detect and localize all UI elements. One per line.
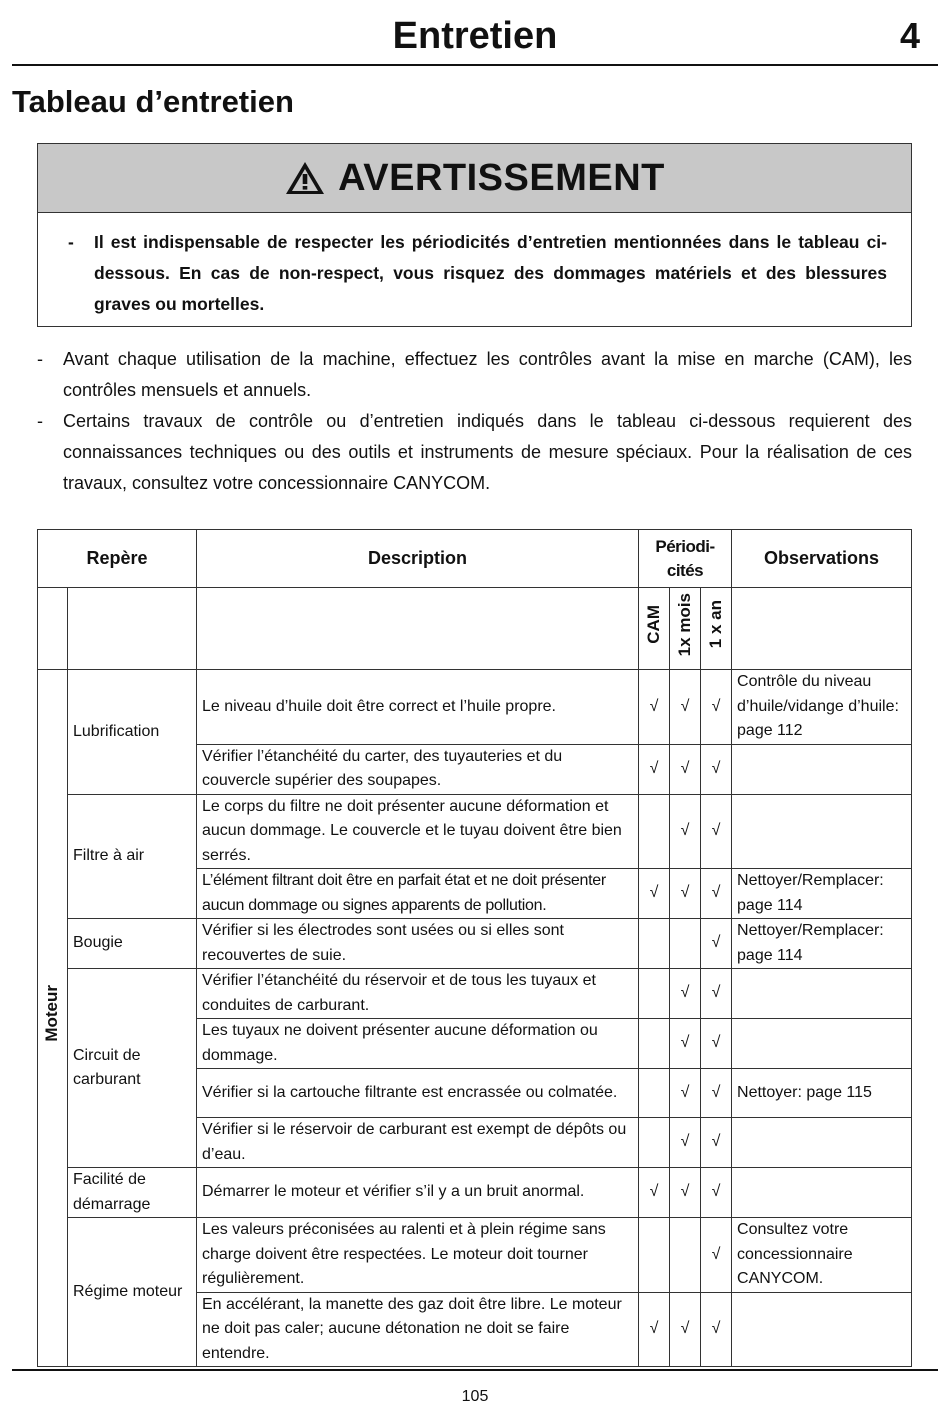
header-1x-mois-label: 1x mois [674, 592, 694, 656]
repere-cell: Circuit de carburant [68, 969, 197, 1168]
description-cell: Le niveau d’huile doit être correct et l’huile propre. [197, 670, 639, 745]
check-cam [639, 794, 670, 869]
description-cell: Les valeurs préconisées au ralenti et à plein régime sans charge doivent être respectées. Le moteur doit tourner régulièrement. [197, 1218, 639, 1293]
check-cam [639, 969, 670, 1019]
check-mois [670, 919, 701, 969]
repere-cell: Filtre à air [68, 794, 197, 919]
table-header-row [38, 530, 912, 588]
table-row [38, 969, 912, 1019]
table-subheader-row [38, 588, 912, 670]
check-an: √ [701, 969, 732, 1019]
bullet-item [37, 406, 912, 499]
footer-rule [12, 1369, 938, 1371]
table-row [38, 1168, 912, 1218]
header-cam [639, 588, 670, 670]
empty-cell [197, 588, 639, 670]
description-cell: Vérifier si la cartouche filtrante est encrassée ou colmatée. [197, 1069, 639, 1118]
check-cam [639, 1218, 670, 1293]
check-an: √ [701, 869, 732, 919]
check-mois: √ [670, 1292, 701, 1367]
table-row [38, 670, 912, 745]
check-an: √ [701, 794, 732, 869]
description-cell: Vérifier si les électrodes sont usées ou si elles sont recouvertes de suie. [197, 919, 639, 969]
warning-dash: - [68, 232, 74, 252]
header-observations: Observations [732, 530, 912, 588]
check-mois: √ [670, 969, 701, 1019]
check-an: √ [701, 670, 732, 745]
bullet-dash: - [37, 349, 43, 369]
check-cam [639, 1118, 670, 1168]
check-cam: √ [639, 869, 670, 919]
header-rule [12, 64, 938, 66]
group-label-moteur: Moteur [42, 985, 62, 1043]
observation-cell [732, 1168, 912, 1218]
warning-box [37, 143, 912, 327]
header-cam-label: CAM [643, 604, 663, 644]
header-description: Description [197, 530, 639, 588]
observation-cell: Contrôle du niveau d’huile/vidange d’huile: page 112 [732, 670, 912, 745]
check-an: √ [701, 1019, 732, 1069]
observation-cell [732, 1019, 912, 1069]
observation-cell [732, 969, 912, 1019]
description-cell: Vérifier l’étanchéité du réservoir et de tous les tuyaux et conduites de carburant. [197, 969, 639, 1019]
repere-cell: Régime moteur [68, 1218, 197, 1367]
bullet-text: Avant chaque utilisation de la machine, effectuez les contrôles avant la mise en marche (CAM), les contrôles mensuels et annuels. [63, 349, 912, 400]
check-an: √ [701, 1118, 732, 1168]
check-cam [639, 919, 670, 969]
observation-cell [732, 1118, 912, 1168]
check-cam: √ [639, 1292, 670, 1367]
description-cell: Le corps du filtre ne doit présenter aucune déformation et aucun dommage. Le couvercle et le tuyau doivent être bien serrés. [197, 794, 639, 869]
intro-bullets [37, 344, 912, 499]
warning-text: Il est indispensable de respecter les périodicités d’entretien mentionnées dans le tableau ci-dessous. En cas de non-respect, vous risquez des dommages matériels et des blessures graves ou mortelles. [94, 232, 887, 314]
bullet-dash: - [37, 411, 43, 431]
check-an: √ [701, 1168, 732, 1218]
observation-cell [732, 744, 912, 794]
observation-cell: Nettoyer/Remplacer: page 114 [732, 869, 912, 919]
description-cell: Démarrer le moteur et vérifier s’il y a un bruit anormal. [197, 1168, 639, 1218]
header-1x-an-label: 1 x an [705, 600, 725, 649]
check-an: √ [701, 1292, 732, 1367]
check-mois: √ [670, 1019, 701, 1069]
check-mois: √ [670, 744, 701, 794]
table-row [38, 919, 912, 969]
group-cell [38, 670, 68, 1367]
empty-cell [68, 588, 197, 670]
chapter-title: Entretien [392, 15, 558, 57]
check-an: √ [701, 919, 732, 969]
check-cam [639, 1019, 670, 1069]
observation-cell: Nettoyer: page 115 [732, 1069, 912, 1118]
bullet-item [37, 344, 912, 406]
chapter-number: 4 [899, 15, 920, 56]
observation-cell: Consultez votre concessionnaire CANYCOM. [732, 1218, 912, 1293]
table-row [38, 1218, 912, 1293]
repere-cell: Bougie [68, 919, 197, 969]
section-title: Tableau d’entretien [12, 84, 294, 119]
description-cell: Vérifier si le réservoir de carburant est exempt de dépôts ou d’eau. [197, 1118, 639, 1168]
warning-title: AVERTISSEMENT [338, 156, 665, 199]
header-periodicites-label: Périodi-cités [655, 536, 715, 580]
table-row [38, 794, 912, 869]
check-mois: √ [670, 794, 701, 869]
header-repere: Repère [38, 530, 197, 588]
check-mois: √ [670, 1168, 701, 1218]
check-an: √ [701, 1218, 732, 1293]
warning-triangle-icon [284, 160, 326, 196]
check-cam: √ [639, 1168, 670, 1218]
header-1x-an [701, 588, 732, 670]
check-cam [639, 1069, 670, 1118]
header-periodicites [639, 530, 732, 588]
description-cell: En accélérant, la manette des gaz doit être libre. Le moteur ne doit pas caler; aucune détonation ne doit se faire entendre. [197, 1292, 639, 1367]
warning-text-block [38, 213, 911, 320]
check-mois [670, 1218, 701, 1293]
description-cell: Les tuyaux ne doivent présenter aucune déformation ou dommage. [197, 1019, 639, 1069]
repere-cell: Lubrification [68, 670, 197, 795]
observation-cell [732, 1292, 912, 1367]
check-an: √ [701, 744, 732, 794]
empty-cell [732, 588, 912, 670]
check-mois: √ [670, 1118, 701, 1168]
description-cell: Vérifier l’étanchéité du carter, des tuyauteries et du couvercle supérier des soupapes. [197, 744, 639, 794]
page-number: 105 [461, 1388, 489, 1405]
check-mois: √ [670, 670, 701, 745]
description-cell: L’élément filtrant doit être en parfait état et ne doit présenter aucun dommage ou signes apparents de pollution. [197, 869, 639, 919]
maintenance-table [37, 529, 912, 1367]
observation-cell: Nettoyer/Remplacer: page 114 [732, 919, 912, 969]
check-cam: √ [639, 670, 670, 745]
check-mois: √ [670, 1069, 701, 1118]
repere-cell: Facilité de démarrage [68, 1168, 197, 1218]
observation-cell [732, 794, 912, 869]
check-mois: √ [670, 869, 701, 919]
warning-header [38, 144, 911, 213]
header-1x-mois [670, 588, 701, 670]
bullet-text: Certains travaux de contrôle ou d’entretien indiqués dans le tableau ci-dessous requierent des connaissances techniques ou des outils et instruments de mesure spéciaux. Pour la réalisation de ces travaux, consultez votre concessionnaire CANYCOM. [63, 411, 912, 493]
check-an: √ [701, 1069, 732, 1118]
empty-cell [38, 588, 68, 670]
check-cam: √ [639, 744, 670, 794]
